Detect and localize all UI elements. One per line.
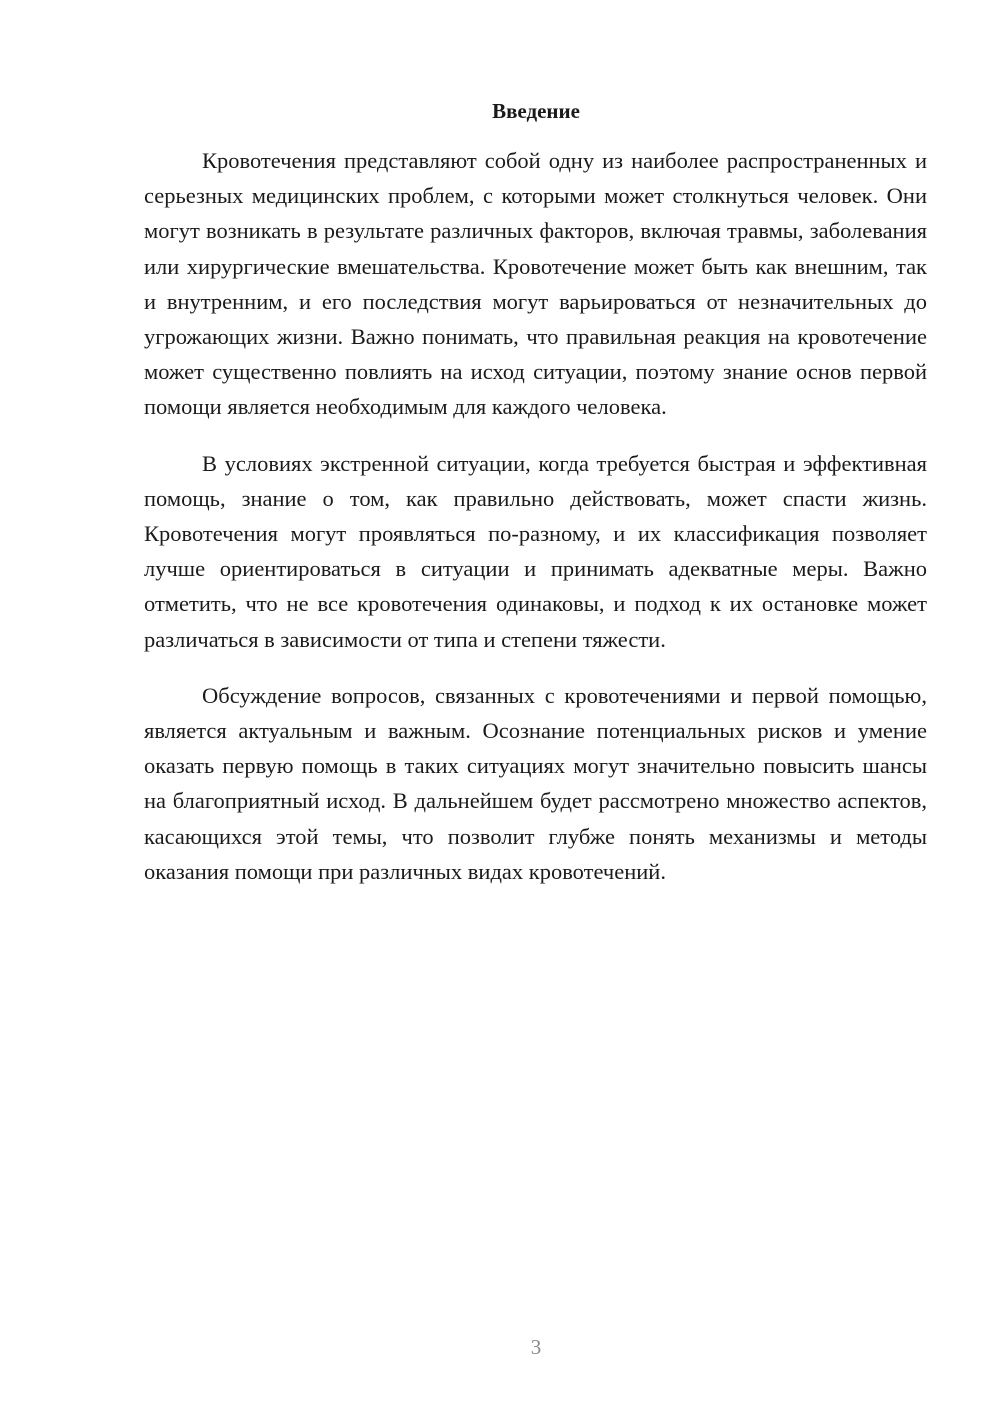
body-text	[144, 143, 927, 910]
paragraph-3: Обсуждение вопросов, связанных с кровотечениями и первой помощью, является актуальным и важным. Осознание потенциальных рисков и умение оказать первую помощь в таких ситуациях могут значительно повысить шансы на благоприятный исход. В дальнейшем будет рассмотрено множество аспектов, касающихся этой темы, что позволит глубже понять механизмы и методы оказания помощи при различных видах кровотечений.	[144, 682, 927, 884]
section-title: Введение	[492, 99, 580, 123]
paragraph-1: Кровотечения представляют собой одну из наиболее распространенных и серьезных медицинских проблем, с которыми может столкнуться человек. Они могут возникать в результате различных факторов, включая травмы, заболевания или хирургические вмешательства. Кровотечение может быть как внешним, так и внутренним, и его последствия могут варьироваться от незначительных до угрожающих жизни. Важно понимать, что правильная реакция на кровотечение может существенно повлиять на исход ситуации, поэтому знание основ первой помощи является необходимым для каждого человека.	[144, 148, 927, 420]
page-number: 3	[530, 1335, 542, 1359]
paragraph-2: В условиях экстренной ситуации, когда требуется быстрая и эффективная помощь, знание о том, как правильно действовать, может спасти жизнь. Кровотечения могут проявляться по-разному, и их классификация позволяет лучше ориентироваться в ситуации и принимать адекватные меры. Важно отметить, что не все кровотечения одинаковы, и подход к их остановке может различаться в зависимости от типа и степени тяжести.	[144, 450, 927, 652]
